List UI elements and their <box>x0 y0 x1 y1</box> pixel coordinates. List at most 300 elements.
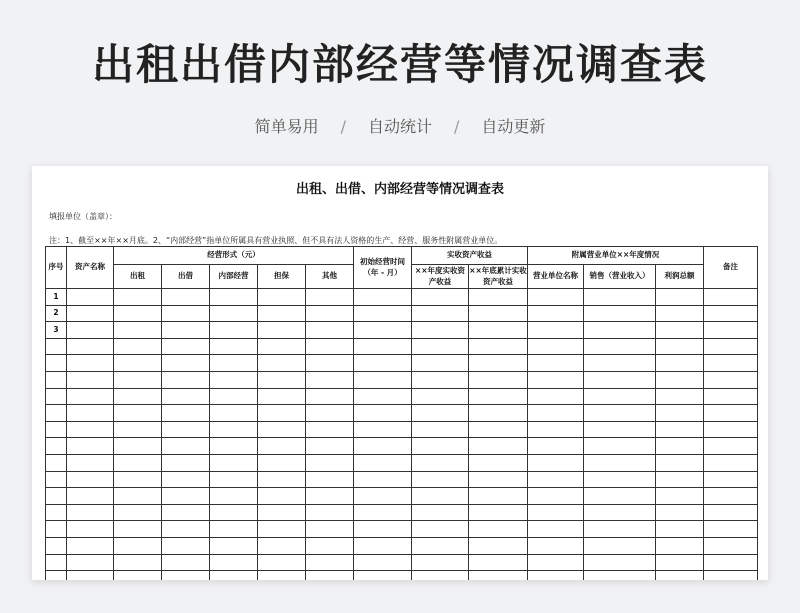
table-cell[interactable] <box>469 305 528 322</box>
table-cell[interactable] <box>162 488 210 505</box>
table-cell[interactable] <box>469 355 528 372</box>
table-cell[interactable] <box>162 371 210 388</box>
row-number-cell[interactable]: 1 <box>46 289 67 306</box>
table-row <box>46 521 758 538</box>
table-row <box>46 322 758 339</box>
table-cell[interactable] <box>114 388 162 405</box>
header-affiliate-sales: 销售（营业收入） <box>584 265 656 289</box>
table-cell[interactable] <box>210 454 258 471</box>
table-cell[interactable] <box>306 371 354 388</box>
header-seq: 序号 <box>46 247 67 289</box>
table-cell[interactable] <box>210 289 258 306</box>
table-cell[interactable] <box>210 338 258 355</box>
table-cell[interactable] <box>528 405 584 422</box>
table-cell[interactable] <box>258 571 306 580</box>
table-cell[interactable] <box>354 322 412 339</box>
table-cell[interactable] <box>210 388 258 405</box>
table-cell[interactable] <box>469 322 528 339</box>
table-cell[interactable] <box>704 371 758 388</box>
table-cell[interactable] <box>258 421 306 438</box>
table-cell[interactable] <box>704 438 758 455</box>
table-cell[interactable] <box>704 355 758 372</box>
table-cell[interactable] <box>354 405 412 422</box>
table-cell[interactable] <box>584 305 656 322</box>
table-cell[interactable] <box>584 471 656 488</box>
row-number-cell[interactable] <box>46 405 67 422</box>
spreadsheet-preview <box>32 166 768 580</box>
table-cell[interactable] <box>306 537 354 554</box>
table-cell[interactable] <box>67 421 114 438</box>
table-cell[interactable] <box>114 537 162 554</box>
row-number-cell[interactable] <box>46 488 67 505</box>
table-cell[interactable] <box>67 488 114 505</box>
table-cell[interactable] <box>306 454 354 471</box>
table-cell[interactable] <box>704 488 758 505</box>
table-cell[interactable] <box>656 355 704 372</box>
table-cell[interactable] <box>67 305 114 322</box>
table-row <box>46 571 758 580</box>
table-cell[interactable] <box>258 371 306 388</box>
table-cell[interactable] <box>528 338 584 355</box>
table-cell[interactable] <box>210 355 258 372</box>
table-cell[interactable] <box>412 537 469 554</box>
table-cell[interactable] <box>528 521 584 538</box>
table-cell[interactable] <box>258 388 306 405</box>
table-cell[interactable] <box>354 554 412 571</box>
table-cell[interactable] <box>354 388 412 405</box>
table-cell[interactable] <box>469 504 528 521</box>
table-cell[interactable] <box>469 338 528 355</box>
table-cell[interactable] <box>704 554 758 571</box>
survey-table <box>45 246 758 580</box>
table-cell[interactable] <box>412 322 469 339</box>
table-cell[interactable] <box>114 371 162 388</box>
table-cell[interactable] <box>258 305 306 322</box>
header-mode-lend: 出借 <box>162 265 210 289</box>
sheet-note: 注：1、截至××年××月底。2、“内部经营”指单位所属具有营业执照、但不具有法人资格的生产、经营、服务性附属营业单位。 <box>49 236 503 245</box>
table-cell[interactable] <box>656 454 704 471</box>
table-cell[interactable] <box>67 454 114 471</box>
table-cell[interactable] <box>210 421 258 438</box>
table-cell[interactable] <box>306 405 354 422</box>
table-cell[interactable] <box>528 355 584 372</box>
table-cell[interactable] <box>114 488 162 505</box>
header-mode-group: 经营形式（元） <box>114 247 354 265</box>
table-cell[interactable] <box>656 554 704 571</box>
table-cell[interactable] <box>584 554 656 571</box>
row-number-cell[interactable] <box>46 554 67 571</box>
table-cell[interactable] <box>114 289 162 306</box>
table-cell[interactable] <box>258 405 306 422</box>
header-remark: 备注 <box>704 247 758 289</box>
table-cell[interactable] <box>67 388 114 405</box>
table-cell[interactable] <box>67 504 114 521</box>
table-cell[interactable] <box>67 355 114 372</box>
table-cell[interactable] <box>584 388 656 405</box>
row-number-cell[interactable] <box>46 421 67 438</box>
table-cell[interactable] <box>354 338 412 355</box>
table-cell[interactable] <box>704 338 758 355</box>
table-row <box>46 488 758 505</box>
table-cell[interactable] <box>162 504 210 521</box>
table-cell[interactable] <box>258 322 306 339</box>
header-affiliate-name: 营业单位名称 <box>528 265 584 289</box>
table-cell[interactable] <box>354 371 412 388</box>
table-cell[interactable] <box>412 438 469 455</box>
row-number-cell[interactable] <box>46 537 67 554</box>
header-income-cumulative: ××年底累计实收资产收益 <box>469 265 528 289</box>
table-cell[interactable] <box>306 289 354 306</box>
table-row <box>46 421 758 438</box>
row-number-cell[interactable] <box>46 454 67 471</box>
table-cell[interactable] <box>412 571 469 580</box>
table-cell[interactable] <box>162 521 210 538</box>
table-cell[interactable] <box>306 571 354 580</box>
table-cell[interactable] <box>306 355 354 372</box>
sheet-title: 出租、出借、内部经营等情况调查表 <box>295 182 504 197</box>
table-cell[interactable] <box>354 421 412 438</box>
table-cell[interactable] <box>114 405 162 422</box>
table-cell[interactable] <box>306 488 354 505</box>
table-cell[interactable] <box>469 537 528 554</box>
table-cell[interactable] <box>354 454 412 471</box>
table-cell[interactable] <box>162 421 210 438</box>
table-cell[interactable] <box>306 322 354 339</box>
table-cell[interactable] <box>67 322 114 339</box>
table-cell[interactable] <box>162 405 210 422</box>
table-cell[interactable] <box>162 338 210 355</box>
table-cell[interactable] <box>162 571 210 580</box>
table-cell[interactable] <box>469 405 528 422</box>
table-cell[interactable] <box>528 438 584 455</box>
table-cell[interactable] <box>656 371 704 388</box>
table-cell[interactable] <box>258 454 306 471</box>
table-row <box>46 471 758 488</box>
row-number-cell[interactable] <box>46 355 67 372</box>
table-cell[interactable] <box>469 554 528 571</box>
table-cell[interactable] <box>412 521 469 538</box>
table-cell[interactable] <box>210 305 258 322</box>
table-row <box>46 305 758 322</box>
table-cell[interactable] <box>704 388 758 405</box>
table-cell[interactable] <box>412 338 469 355</box>
table-cell[interactable] <box>584 338 656 355</box>
table-cell[interactable] <box>412 554 469 571</box>
table-cell[interactable] <box>412 454 469 471</box>
table-cell[interactable] <box>354 537 412 554</box>
row-number-cell[interactable] <box>46 504 67 521</box>
tag-easy: 简单易用 <box>254 117 319 136</box>
table-cell[interactable] <box>354 488 412 505</box>
table-cell[interactable] <box>306 504 354 521</box>
table-cell[interactable] <box>162 454 210 471</box>
table-cell[interactable] <box>584 371 656 388</box>
table-cell[interactable] <box>306 305 354 322</box>
table-row <box>46 289 758 306</box>
table-cell[interactable] <box>210 521 258 538</box>
table-cell[interactable] <box>162 388 210 405</box>
table-cell[interactable] <box>528 571 584 580</box>
table-cell[interactable] <box>354 504 412 521</box>
table-cell[interactable] <box>704 537 758 554</box>
table-cell[interactable] <box>584 521 656 538</box>
table-cell[interactable] <box>114 471 162 488</box>
row-number-cell[interactable] <box>46 388 67 405</box>
table-cell[interactable] <box>412 471 469 488</box>
table-cell[interactable] <box>469 388 528 405</box>
table-cell[interactable] <box>67 438 114 455</box>
table-cell[interactable] <box>412 421 469 438</box>
table-cell[interactable] <box>656 438 704 455</box>
table-cell[interactable] <box>412 371 469 388</box>
table-cell[interactable] <box>704 454 758 471</box>
table-cell[interactable] <box>584 537 656 554</box>
table-cell[interactable] <box>306 521 354 538</box>
table-cell[interactable] <box>306 338 354 355</box>
table-cell[interactable] <box>114 504 162 521</box>
table-cell[interactable] <box>162 305 210 322</box>
table-cell[interactable] <box>306 388 354 405</box>
table-cell[interactable] <box>67 521 114 538</box>
row-number-cell[interactable] <box>46 571 67 580</box>
table-cell[interactable] <box>469 438 528 455</box>
table-cell[interactable] <box>114 554 162 571</box>
table-cell[interactable] <box>354 355 412 372</box>
table-cell[interactable] <box>258 355 306 372</box>
table-cell[interactable] <box>354 471 412 488</box>
table-cell[interactable] <box>354 289 412 306</box>
table-cell[interactable] <box>114 454 162 471</box>
table-cell[interactable] <box>528 371 584 388</box>
table-row <box>46 438 758 455</box>
table-cell[interactable] <box>704 405 758 422</box>
table-cell[interactable] <box>258 554 306 571</box>
table-cell[interactable] <box>210 488 258 505</box>
table-row <box>46 504 758 521</box>
table-cell[interactable] <box>67 471 114 488</box>
table-cell[interactable] <box>469 454 528 471</box>
table-cell[interactable] <box>656 521 704 538</box>
table-cell[interactable] <box>306 554 354 571</box>
table-row <box>46 454 758 471</box>
table-cell[interactable] <box>528 488 584 505</box>
table-cell[interactable] <box>469 471 528 488</box>
header-mode-other: 其他 <box>306 265 354 289</box>
table-cell[interactable] <box>210 438 258 455</box>
table-cell[interactable] <box>114 438 162 455</box>
row-number-cell[interactable] <box>46 338 67 355</box>
table-cell[interactable] <box>704 571 758 580</box>
table-cell[interactable] <box>704 305 758 322</box>
table-cell[interactable] <box>656 338 704 355</box>
row-number-cell[interactable] <box>46 471 67 488</box>
table-cell[interactable] <box>656 571 704 580</box>
table-cell[interactable] <box>67 537 114 554</box>
header-mode-internal: 内部经营 <box>210 265 258 289</box>
table-cell[interactable] <box>412 388 469 405</box>
table-cell[interactable] <box>412 305 469 322</box>
table-cell[interactable] <box>67 554 114 571</box>
table-cell[interactable] <box>656 471 704 488</box>
table-cell[interactable] <box>528 504 584 521</box>
table-row <box>46 338 758 355</box>
table-cell[interactable] <box>528 471 584 488</box>
table-cell[interactable] <box>412 504 469 521</box>
table-cell[interactable] <box>656 322 704 339</box>
feature-tagline <box>0 114 800 137</box>
table-cell[interactable] <box>704 521 758 538</box>
tag-auto-stat: 自动统计 <box>367 117 432 136</box>
table-cell[interactable] <box>258 338 306 355</box>
table-cell[interactable] <box>656 537 704 554</box>
table-cell[interactable] <box>469 521 528 538</box>
table-cell[interactable] <box>354 305 412 322</box>
table-cell[interactable] <box>114 355 162 372</box>
table-cell[interactable] <box>584 488 656 505</box>
row-number-cell[interactable] <box>46 438 67 455</box>
table-cell[interactable] <box>114 322 162 339</box>
table-cell[interactable] <box>469 289 528 306</box>
table-cell[interactable] <box>528 289 584 306</box>
table-cell[interactable] <box>114 571 162 580</box>
table-cell[interactable] <box>306 471 354 488</box>
table-cell[interactable] <box>412 289 469 306</box>
table-cell[interactable] <box>67 405 114 422</box>
table-cell[interactable] <box>656 405 704 422</box>
table-cell[interactable] <box>210 571 258 580</box>
table-cell[interactable] <box>656 289 704 306</box>
table-cell[interactable] <box>704 289 758 306</box>
header-mode-rent: 出租 <box>114 265 162 289</box>
table-cell[interactable] <box>258 438 306 455</box>
table-cell[interactable] <box>528 421 584 438</box>
fill-unit-label: 填报单位（盖章）： <box>49 212 117 221</box>
table-cell[interactable] <box>162 554 210 571</box>
table-cell[interactable] <box>306 438 354 455</box>
table-cell[interactable] <box>67 338 114 355</box>
table-cell[interactable] <box>469 371 528 388</box>
table-cell[interactable] <box>528 537 584 554</box>
table-cell[interactable] <box>114 338 162 355</box>
table-cell[interactable] <box>412 488 469 505</box>
table-cell[interactable] <box>162 355 210 372</box>
table-cell[interactable] <box>584 454 656 471</box>
table-cell[interactable] <box>114 521 162 538</box>
header-row <box>46 247 758 265</box>
table-cell[interactable] <box>656 388 704 405</box>
table-cell[interactable] <box>656 488 704 505</box>
table-row <box>46 371 758 388</box>
table-cell[interactable] <box>162 289 210 306</box>
table-cell[interactable] <box>162 438 210 455</box>
table-cell[interactable] <box>584 405 656 422</box>
header-mode-guarantee: 担保 <box>258 265 306 289</box>
page-title: 出租出借内部经营等情况调查表 <box>91 40 708 89</box>
table-cell[interactable] <box>656 421 704 438</box>
table-row <box>46 537 758 554</box>
table-cell[interactable] <box>210 504 258 521</box>
table-row <box>46 554 758 571</box>
tag-separator: / <box>340 117 346 136</box>
table-cell[interactable] <box>528 322 584 339</box>
table-cell[interactable] <box>469 571 528 580</box>
header-affiliate-group: 附属营业单位××年度情况 <box>528 247 704 265</box>
table-cell[interactable] <box>67 371 114 388</box>
row-number-cell[interactable] <box>46 521 67 538</box>
table-cell[interactable] <box>162 322 210 339</box>
table-cell[interactable] <box>528 454 584 471</box>
table-cell[interactable] <box>258 471 306 488</box>
table-cell[interactable] <box>210 471 258 488</box>
table-cell[interactable] <box>67 289 114 306</box>
table-cell[interactable] <box>584 571 656 580</box>
table-cell[interactable] <box>584 322 656 339</box>
table-cell[interactable] <box>704 471 758 488</box>
table-cell[interactable] <box>210 554 258 571</box>
header-income-group: 实收资产收益 <box>412 247 528 265</box>
tag-auto-update: 自动更新 <box>481 117 546 136</box>
table-cell[interactable] <box>528 388 584 405</box>
row-number-cell[interactable] <box>46 371 67 388</box>
table-cell[interactable] <box>528 554 584 571</box>
table-cell[interactable] <box>656 305 704 322</box>
row-number-cell[interactable]: 3 <box>46 322 67 339</box>
table-cell[interactable] <box>412 355 469 372</box>
table-cell[interactable] <box>210 405 258 422</box>
table-cell[interactable] <box>584 289 656 306</box>
table-cell[interactable] <box>258 504 306 521</box>
table-cell[interactable] <box>412 405 469 422</box>
table-row <box>46 355 758 372</box>
table-cell[interactable] <box>354 438 412 455</box>
table-cell[interactable] <box>162 537 210 554</box>
table-cell[interactable] <box>258 488 306 505</box>
table-cell[interactable] <box>354 521 412 538</box>
header-affiliate-profit: 利润总额 <box>656 265 704 289</box>
table-cell[interactable] <box>584 504 656 521</box>
table-cell[interactable] <box>258 537 306 554</box>
table-cell[interactable] <box>469 421 528 438</box>
header-asset-name: 资产名称 <box>67 247 114 289</box>
table-cell[interactable] <box>258 289 306 306</box>
table-cell[interactable] <box>584 421 656 438</box>
row-number-cell[interactable]: 2 <box>46 305 67 322</box>
table-cell[interactable] <box>704 421 758 438</box>
table-cell[interactable] <box>584 438 656 455</box>
header-income-year: ××年度实收资产收益 <box>412 265 469 289</box>
table-row <box>46 405 758 422</box>
table-cell[interactable] <box>306 421 354 438</box>
table-cell[interactable] <box>528 305 584 322</box>
table-cell[interactable] <box>704 322 758 339</box>
table-cell[interactable] <box>469 488 528 505</box>
table-cell[interactable] <box>67 571 114 580</box>
table-cell[interactable] <box>210 537 258 554</box>
table-row <box>46 388 758 405</box>
table-cell[interactable] <box>258 521 306 538</box>
table-cell[interactable] <box>704 504 758 521</box>
table-cell[interactable] <box>210 322 258 339</box>
table-cell[interactable] <box>114 421 162 438</box>
table-cell[interactable] <box>584 355 656 372</box>
table-cell[interactable] <box>354 571 412 580</box>
tag-separator: / <box>454 117 460 136</box>
table-cell[interactable] <box>162 471 210 488</box>
table-cell[interactable] <box>656 504 704 521</box>
header-start-time: 初始经营时间（年 - 月） <box>354 247 412 289</box>
table-cell[interactable] <box>210 371 258 388</box>
table-cell[interactable] <box>114 305 162 322</box>
